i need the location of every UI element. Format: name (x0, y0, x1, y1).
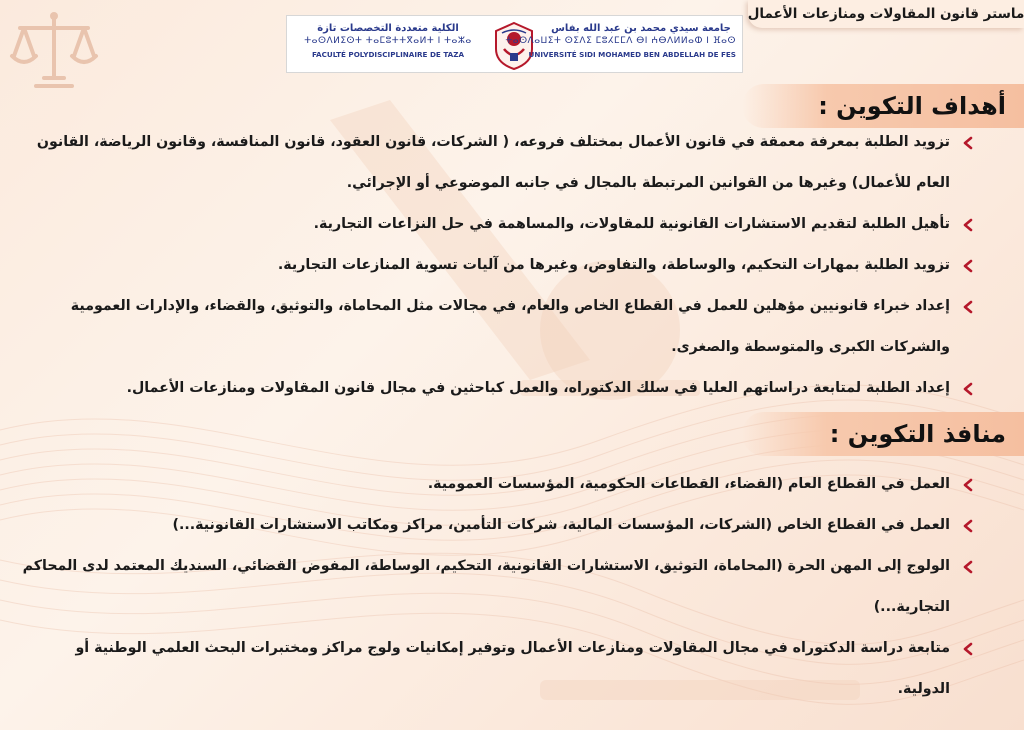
chevron-left-icon (960, 258, 976, 274)
objectives-title: أهداف التكوين : (818, 92, 1006, 120)
list-item (20, 286, 976, 368)
chevron-left-icon (960, 381, 976, 397)
outlets-title: منافذ التكوين : (829, 420, 1006, 448)
chevron-left-icon (960, 477, 976, 493)
university-block (505, 22, 736, 61)
faculty-name-french: FACULTÉ POLYDISCIPLINAIRE DE TAZA (311, 50, 465, 59)
outlet-text: متابعة دراسة الدكتوراه في مجال المقاولات ومنازعات الأعمال وتوفير إمكانيات ولوج مراكز ومختبرات البحث العلمي الوطنية أو الدولية. (75, 640, 950, 697)
list-item (20, 628, 976, 710)
list-item (20, 245, 976, 286)
outlets-list (20, 464, 976, 710)
objective-text: تأهيل الطلبة لتقديم الاستشارات القانونية للمقاولات، والمساهمة في حل النزاعات التجارية. (313, 216, 950, 232)
program-title: ماستر قانون المقاولات ومنازعات الأعمال (747, 6, 1024, 22)
list-item (20, 546, 976, 628)
program-title-tab (748, 0, 1024, 28)
objective-text: إعداد الطلبة لمتابعة دراساتهم العليا في سلك الدكتوراه، والعمل كباحثين في مجال قانون المقاولات ومنازعات الأعمال. (126, 380, 950, 396)
chevron-left-icon (960, 135, 976, 151)
list-item (20, 464, 976, 505)
university-name-arabic: جامعة سيدي محمد بن عبد الله بفاس (551, 23, 731, 34)
outlet-text: العمل في القطاع الخاص (الشركات، المؤسسات المالية، شركات التأمين، مراكز ومكاتب الاستشارات القانونية...) (172, 517, 950, 533)
chevron-left-icon (960, 559, 976, 575)
outlet-text: العمل في القطاع العام (القضاء، القطاعات الحكومية، المؤسسات العمومية. (427, 476, 950, 492)
chevron-left-icon (960, 299, 976, 315)
outlet-text: الولوج إلى المهن الحرة (المحاماة، التوثيق، الاستشارات القانونية، التحكيم، الوساطة، المفوض القضائي، السنديك المعتمد لدى المحاكم التجارية...) (22, 558, 950, 615)
university-name-tifinagh: ⵜⴰⵙⴷⴰⵡⵉⵜ ⵙⵉⴷⵉ ⵎⵓⵃⵎⵎⴷ ⴱⵏ ⵄⴱⴷⵍⵍⴰⵀ ⵏ ⴼⴰⵙ (505, 36, 736, 46)
list-item (20, 368, 976, 409)
scales-of-justice-icon (6, 6, 102, 94)
faculty-name-tifinagh: ⵜⴰⵙⴷⵍⵉⵙⵜ ⵜⴰⵎⵓⵜⵜⴳⴰⵍⵜ ⵏ ⵜⴰⵣⴰ (304, 36, 472, 46)
university-name-french: UNIVERSITÉ SIDI MOHAMED BEN ABDELLAH DE FES (528, 50, 736, 59)
list-item (20, 122, 976, 204)
outlets-header (742, 412, 1024, 456)
objective-text: تزويد الطلبة بمهارات التحكيم، والوساطة، والتفاوض، وغيرها من آليات تسوية المنازعات التجارية. (277, 257, 950, 273)
chevron-left-icon (960, 518, 976, 534)
objective-text: تزويد الطلبة بمعرفة معمقة في قانون الأعمال بمختلف فروعه، ( الشركات، قانون العقود، قانون المنافسة، وقانون الرياضة، القانون العام للأعمال) وغيرها من القوانين المرتبطة بالمجال في جانبه الموضوعي أو الإجرائي. (36, 134, 950, 191)
university-banner (286, 15, 743, 73)
objective-text: إعداد خبراء قانونيين مؤهلين للعمل في القطاع الخاص والعام، في مجالات مثل المحاماة، والتوثيق، والقضاء، والإدارات العمومية والشركات الكبرى والمتوسطة والصغرى. (70, 298, 950, 355)
objectives-list (20, 122, 976, 409)
list-item (20, 505, 976, 546)
faculty-block (293, 22, 483, 61)
chevron-left-icon (960, 217, 976, 233)
chevron-left-icon (960, 641, 976, 657)
list-item (20, 204, 976, 245)
faculty-name-arabic: الكلية متعددة التخصصات تازة (317, 23, 459, 34)
